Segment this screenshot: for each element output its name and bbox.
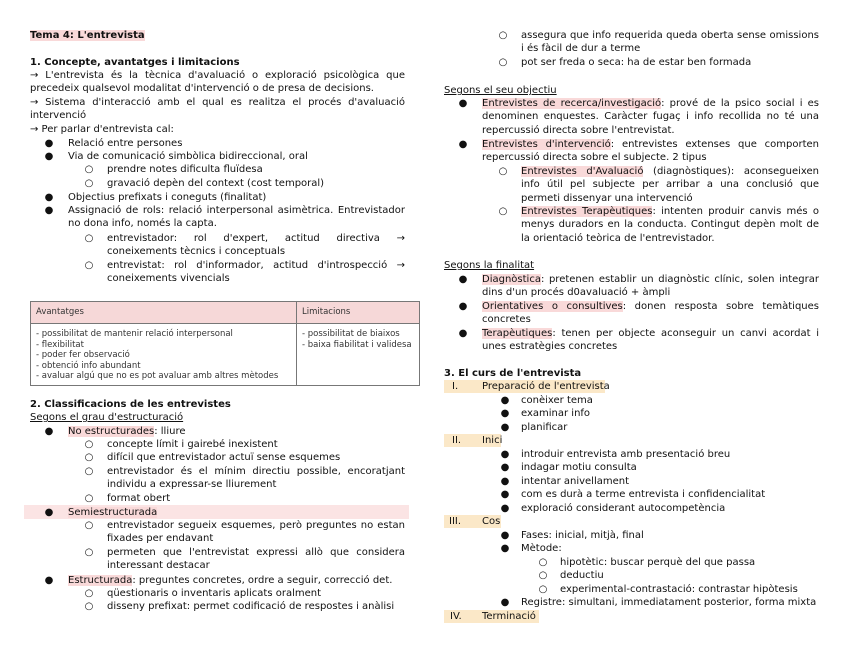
list-item: Mètode: [521, 543, 562, 554]
bullet-icon: ● [44, 138, 54, 149]
circle-bullet-icon: ○ [498, 166, 508, 177]
bullet-icon: ● [500, 597, 510, 608]
bullet-icon: ● [44, 507, 54, 518]
bullet-icon: ● [44, 151, 54, 162]
bullet-icon: ● [458, 328, 468, 339]
circle-bullet-icon: ○ [84, 520, 94, 531]
bullet-icon: ● [44, 575, 54, 586]
circle-bullet-icon: ○ [538, 570, 548, 581]
list-item: intentar anivellament [521, 476, 630, 487]
circle-bullet-icon: ○ [84, 439, 94, 450]
list-item: Assignació de rols: relació interpersonal asimètrica. Entrevistador no dona info, només la capta. [68, 205, 405, 230]
bullet-icon: ● [458, 301, 468, 312]
bullet-icon: ● [44, 192, 54, 203]
bullet-icon: ● [500, 422, 510, 433]
section2-heading: 2. Classificacions de les entrevistes [30, 399, 231, 410]
page-title: Tema 4: L'entrevista [30, 30, 145, 41]
circle-bullet-icon: ○ [84, 178, 94, 189]
phase-label: Cos [482, 516, 501, 527]
bullet-icon: ● [458, 274, 468, 285]
circle-bullet-icon: ○ [84, 493, 94, 504]
list-item: examinar info [521, 408, 591, 419]
list-item: com es durà a terme entrevista i confidencialitat [521, 489, 766, 500]
list-item: gravació depèn del context (cost temporal) [107, 178, 325, 189]
circle-bullet-icon: ○ [498, 30, 508, 41]
circle-bullet-icon: ○ [84, 601, 94, 612]
list-item: entrevistador segueix esquemes, però preguntes no estan fixades per endavant [107, 520, 405, 545]
phase-number: III. [449, 516, 462, 527]
list-item: Entrevistes de recerca/investigació: prové de la psico social i es denominen enquestes. Caràcter fugaç i info recollida no té una repercussió directa sobre l'entrevistat. [482, 98, 819, 136]
table-line: - possibilitat de biaixos [302, 329, 400, 339]
list-item: indagar motiu consulta [521, 462, 637, 473]
list-item: difícil que entrevistador actuï sense esquemes [107, 452, 341, 463]
circle-bullet-icon: ○ [498, 206, 508, 217]
table-line: - flexibilitat [36, 339, 84, 350]
phase-number: I. [452, 381, 459, 392]
bullet-icon: ● [500, 530, 510, 541]
list-item: Objectius prefixats i coneguts (finalitat) [68, 192, 267, 203]
list-item: introduir entrevista amb presentació breu [521, 449, 731, 460]
list-item: format obert [107, 493, 171, 504]
list-item: experimental-contrastació: contrastar hipòtesis [560, 584, 798, 595]
bullet-icon: ● [500, 543, 510, 554]
list-item: Via de comunicació simbòlica bidireccional, oral [68, 151, 308, 162]
phase-number: IV. [450, 611, 462, 622]
list-item: disseny prefixat: permet codificació de respostes i anàlisi [107, 601, 395, 612]
list-item: Fases: inicial, mitjà, final [521, 530, 644, 541]
list-item: deductiu [560, 570, 604, 581]
list-item: Entrevistes Terapèutiques: intenten produir canvis més o menys duradors en la conducta. Contingut depèn molt de la orientació teòrica de l'entrevistador. [521, 206, 820, 244]
bullet-icon: ● [44, 205, 54, 216]
bullet-icon: ● [500, 395, 510, 406]
list-item: conèixer tema [521, 395, 593, 406]
table-line: - obtenció info abundant [36, 360, 141, 371]
circle-bullet-icon: ○ [538, 584, 548, 595]
circle-bullet-icon: ○ [84, 588, 94, 599]
bullet-icon: ● [500, 503, 510, 514]
list-item: entrevistat: rol d'informador, actitud d'introspecció → coneixements vivencials [107, 260, 405, 285]
list-item: prendre notes dificulta fluïdesa [107, 164, 263, 175]
bullet-icon: ● [500, 462, 510, 473]
list-item: permeten que l'entrevistat expressi allò que considera interessant destacar [107, 547, 405, 572]
list-item: Entrevistes d'intervenció: entrevistes extenses que comporten repercussió directa sobre el subjecte. 2 tipus [482, 139, 819, 164]
list-item: Registre: simultani, immediatament posterior, forma mixta [521, 597, 817, 608]
bullet-icon: ● [44, 426, 54, 437]
circle-bullet-icon: ○ [538, 557, 548, 568]
phase-number: II. [452, 435, 462, 446]
table-header: Avantatges [31, 302, 297, 324]
circle-bullet-icon: ○ [84, 233, 94, 244]
section1-paragraph-1: → L'entrevista és la tècnica d'avaluació o exploració psicològica que precedeix qualsevol modalitat d'intervenció o de presa de decisions. [30, 70, 405, 95]
list-item: concepte límit i gairebé inexistent [107, 439, 278, 450]
list-item: entrevistador: rol d'expert, actitud directiva → coneixements tècnics i conceptuals [107, 233, 405, 258]
subheading-estructuracio: Segons el grau d'estructuració [30, 412, 184, 423]
section1-heading: 1. Concepte, avantatges i limitacions [30, 57, 240, 68]
table-line: - possibilitat de mantenir relació interpersonal [36, 329, 233, 339]
advantages-limitations-table [30, 301, 420, 386]
table-line: - poder fer observació [36, 350, 130, 360]
bullet-icon: ● [458, 139, 468, 150]
table-header: Limitacions [297, 302, 420, 324]
bullet-icon: ● [458, 98, 468, 109]
phase-label: Terminació [482, 611, 536, 622]
list-item: hipotètic: buscar perquè del que passa [560, 557, 756, 568]
table-line: - baixa fiabilitat i validesa [302, 339, 412, 350]
list-item: Semiestructurada [68, 507, 158, 518]
list-item: Terapèutiques: tenen per objecte aconseguir un canvi acordat i unes estratègies concretes [482, 328, 819, 353]
phase-label: Inici [482, 435, 503, 446]
table-cell-avantatges [31, 324, 297, 386]
bullet-icon: ● [500, 408, 510, 419]
list-item: Entrevistes d'Avaluació (diagnòstiques): aconsegueixen info útil pel subjecte per arribar a una conclusió que permeti dissenyar una intervenció [521, 166, 819, 204]
phase-label: Preparació de l'entrevista [482, 381, 610, 392]
circle-bullet-icon: ○ [84, 260, 94, 271]
subheading-finalitat: Segons la finalitat [444, 260, 535, 271]
bullet-icon: ● [500, 449, 510, 460]
section1-paragraph-3: → Per parlar d'entrevista cal: [30, 124, 174, 135]
list-item: Relació entre persones [68, 138, 183, 149]
table-cell-limitacions [297, 324, 420, 386]
circle-bullet-icon: ○ [498, 57, 508, 68]
list-item: Diagnòstica: pretenen establir un diagnòstic clínic, solen integrar dins d'un procés d0avaluació + àmpli [482, 274, 819, 299]
circle-bullet-icon: ○ [84, 466, 94, 477]
section1-paragraph-2: → Sistema d'interacció amb el qual es realitza el procés d'avaluació intervenció [30, 97, 405, 122]
bullet-icon: ● [500, 489, 510, 500]
circle-bullet-icon: ○ [84, 164, 94, 175]
list-item: exploració considerant autocompetència [521, 503, 726, 514]
list-item: planificar [521, 422, 568, 433]
circle-bullet-icon: ○ [84, 547, 94, 558]
list-item: entrevistador és el mínim directiu possible, encoratjant individu a expressar-se lliurement [107, 466, 405, 491]
list-item: assegura que info requerida queda oberta sense omissions i és fàcil de dur a terme [521, 30, 819, 55]
circle-bullet-icon: ○ [84, 452, 94, 463]
bullet-icon: ● [500, 476, 510, 487]
section3-heading: 3. El curs de l'entrevista [444, 368, 582, 379]
list-item: pot ser freda o seca: ha de estar ben formada [521, 57, 752, 68]
list-item: No estructurades: lliure [68, 426, 186, 437]
list-item: qüestionaris o inventaris aplicats oralment [107, 588, 322, 599]
subheading-objectiu: Segons el seu objectiu [444, 85, 557, 96]
list-item: Orientatives o consultives: donen resposta sobre temàtiques concretes [482, 301, 820, 326]
table-line: - avaluar algú que no es pot avaluar amb altres mètodes [36, 371, 279, 381]
list-item: Estructurada: preguntes concretes, ordre a seguir, correcció det. [68, 575, 393, 586]
